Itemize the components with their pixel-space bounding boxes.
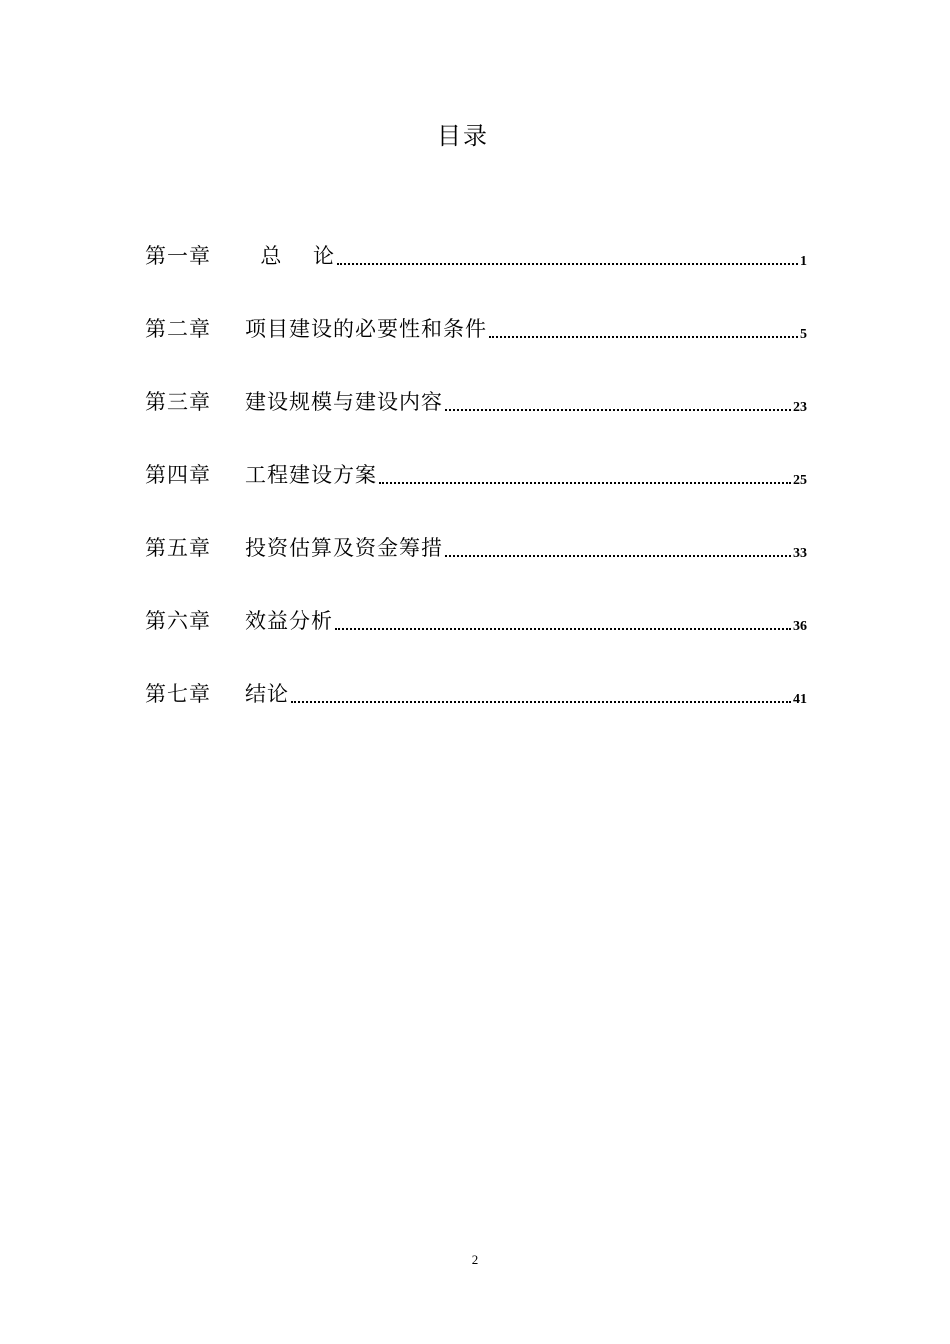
dot-leader	[489, 335, 798, 338]
page-title: 目录	[437, 122, 489, 150]
chapter-title: 投资估算及资金筹措	[245, 536, 443, 560]
chapter-page-number: 23	[793, 400, 807, 415]
dot-leader	[445, 554, 791, 557]
chapter-number: 第五章	[145, 536, 211, 560]
toc-entry-7	[145, 636, 807, 709]
chapter-title: 项目建设的必要性和条件	[245, 317, 487, 341]
dot-leader	[335, 627, 791, 630]
chapter-page-number: 1	[800, 254, 807, 269]
chapter-page-number: 33	[793, 546, 807, 561]
chapter-title: 工程建设方案	[245, 463, 377, 487]
chapter-number: 第七章	[145, 682, 211, 706]
chapter-page-number: 36	[793, 619, 807, 634]
dot-leader	[337, 262, 798, 265]
chapter-number: 第二章	[145, 317, 211, 341]
toc-link-chapter-4[interactable]	[145, 456, 807, 490]
toc-entry-3	[145, 344, 807, 417]
dot-leader	[291, 700, 791, 703]
chapter-page-number: 25	[793, 473, 807, 488]
toc-link-chapter-3[interactable]	[145, 383, 807, 417]
chapter-number: 第四章	[145, 463, 211, 487]
chapter-title: 结论	[245, 682, 289, 706]
toc-link-chapter-5[interactable]	[145, 529, 807, 563]
toc-entry-5	[145, 490, 807, 563]
chapter-title: 效益分析	[245, 609, 333, 633]
toc-link-chapter-6[interactable]	[145, 602, 807, 636]
chapter-title: 建设规模与建设内容	[245, 390, 443, 414]
chapter-page-number: 5	[800, 327, 807, 342]
toc-entry-2	[145, 271, 807, 344]
chapter-page-number: 41	[793, 692, 807, 707]
dot-leader	[379, 481, 791, 484]
toc-entry-6	[145, 563, 807, 636]
chapter-title: 总 论	[245, 244, 336, 268]
chapter-number: 第六章	[145, 609, 211, 633]
table-of-contents	[145, 198, 807, 709]
chapter-number: 第三章	[145, 390, 211, 414]
toc-link-chapter-1[interactable]	[145, 237, 807, 271]
dot-leader	[445, 408, 791, 411]
chapter-number: 第一章	[145, 244, 211, 268]
toc-entry-4	[145, 417, 807, 490]
toc-entry-1	[145, 198, 807, 271]
toc-link-chapter-7[interactable]	[145, 675, 807, 709]
toc-link-chapter-2[interactable]	[145, 310, 807, 344]
page-number-footer: 2	[471, 1252, 479, 1267]
